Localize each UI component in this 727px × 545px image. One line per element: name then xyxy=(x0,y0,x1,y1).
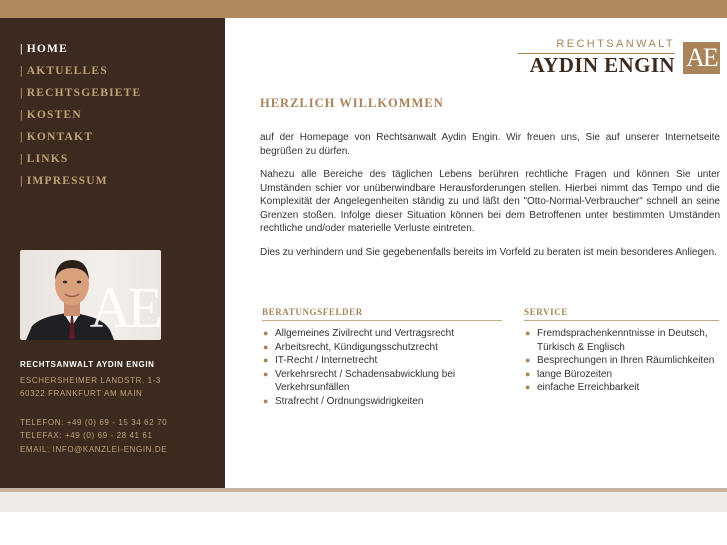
nav-item-label: LINKS xyxy=(26,153,69,165)
bullet-icon: ● xyxy=(263,368,269,379)
page-bottom xyxy=(0,512,727,545)
nav-item-links[interactable]: | LINKS xyxy=(20,153,69,165)
site-logo[interactable] xyxy=(518,40,720,76)
list-item: ● Allgemeines Zivilrecht und Vertragsrecht xyxy=(263,328,454,339)
portrait-watermark: AE xyxy=(89,275,159,340)
bullet-icon: ● xyxy=(525,382,531,392)
nav-item-kosten[interactable]: | KOSTEN xyxy=(20,109,82,121)
page-title: HERZLICH WILLKOMMEN xyxy=(260,96,444,110)
service-heading: SERVICE xyxy=(524,307,719,321)
list-item: ● Fremdsprachenkenntnisse in Deutsch, Türkisch & Englisch xyxy=(525,328,708,353)
nav-item-label: KOSTEN xyxy=(26,109,82,121)
bullet-icon: ● xyxy=(263,341,269,352)
contact-email[interactable]: EMAIL: INFO@KANZLEI-ENGIN.DE xyxy=(20,444,168,454)
closing-paragraph: Dies zu verhindern und Sie gegebenenfalls bereits im Vorfeld zu beraten ist mein besonderes Anliegen. xyxy=(260,246,717,258)
service-section xyxy=(524,307,719,395)
top-bar xyxy=(0,0,727,18)
contact-fax: TELEFAX: +49 (0) 69 - 28 41 61 xyxy=(20,431,153,440)
contact-name: RECHTSANWALT AYDIN ENGIN xyxy=(20,360,155,369)
nav-item-kontakt[interactable]: | KONTAKT xyxy=(20,131,94,143)
logo-subtitle: RECHTSANWALT xyxy=(552,38,675,50)
main-nav xyxy=(20,42,141,196)
contact-phone: TELEFON: +49 (0) 69 - 15 34 62 70 xyxy=(20,417,168,427)
service-list xyxy=(524,327,719,395)
beratungsfelder-heading: BERATUNGSFELDER xyxy=(262,307,502,321)
nav-item-home[interactable]: | HOME xyxy=(20,43,68,55)
lawyer-portrait xyxy=(20,250,161,340)
body-paragraph: Nahezu alle Bereiche des täglichen Lebens berühren rechtliche Fragen und können Sie unter Umständen schier vor unüberwindbare Herausforderungen stellen. Hierbei nimmt das Tempo und die Komplexität der Angelegenheiten ständig zu und läßt den "Otto-Normal-Verbraucher" schnell an seine Grenzen stoßen. Infolge dieser Situation können bei dem Betroffenen unter bestimmten Umständen rechtliche und/oder materielle Verluste eintreten. xyxy=(260,169,720,234)
contact-city: 60322 FRANKFURT AM MAIN xyxy=(20,389,143,398)
bullet-icon: ● xyxy=(263,328,269,338)
beratungsfelder-list xyxy=(262,327,502,408)
list-item: ● einfache Erreichbarkeit xyxy=(525,382,640,393)
logo-name: AYDIN ENGIN xyxy=(529,53,675,77)
nav-item-rechtsgebiete[interactable]: | RECHTSGEBIETE xyxy=(20,87,142,99)
list-item: ● Arbeitsrecht, Kündigungsschutzrecht xyxy=(263,341,438,353)
bullet-icon: ● xyxy=(525,355,531,365)
contact-street: ESCHERSHEIMER LANDSTR. 1-3 xyxy=(20,375,161,385)
nav-item-label: AKTUELLES xyxy=(26,65,108,77)
logo-monogram: AE xyxy=(683,42,720,74)
list-item: ● Strafrecht / Ordnungswidrigkeiten xyxy=(263,395,424,407)
bullet-icon: ● xyxy=(525,368,531,379)
bullet-icon: ● xyxy=(525,328,531,338)
nav-item-label: HOME xyxy=(26,43,68,55)
beratungsfelder-section xyxy=(262,307,502,408)
contact-block xyxy=(20,358,167,456)
nav-item-aktuelles[interactable]: | AKTUELLES xyxy=(20,65,108,77)
intro-paragraph: auf der Homepage von Rechtsanwalt Aydin Engin. Wir freuen uns, Sie auf unserer Internetseite begrüßen zu dürfen. xyxy=(260,132,720,157)
bullet-icon: ● xyxy=(263,355,269,365)
nav-item-label: RECHTSGEBIETE xyxy=(26,87,142,99)
list-item: ● IT-Recht / Internetrecht xyxy=(263,355,378,366)
list-item: ● Verkehrsrecht / Schadensabwicklung bei Verkehrsunfällen xyxy=(263,368,456,393)
list-item: ● lange Bürozeiten xyxy=(525,368,613,380)
nav-item-impressum[interactable]: | IMPRESSUM xyxy=(20,175,108,187)
bullet-icon: ● xyxy=(263,395,269,406)
nav-item-label: KONTAKT xyxy=(26,131,94,143)
footer-bar xyxy=(0,492,727,512)
list-item: ● Besprechungen in Ihren Räumlichkeiten xyxy=(525,355,715,366)
main-content xyxy=(260,96,720,269)
nav-item-label: IMPRESSUM xyxy=(26,175,108,187)
